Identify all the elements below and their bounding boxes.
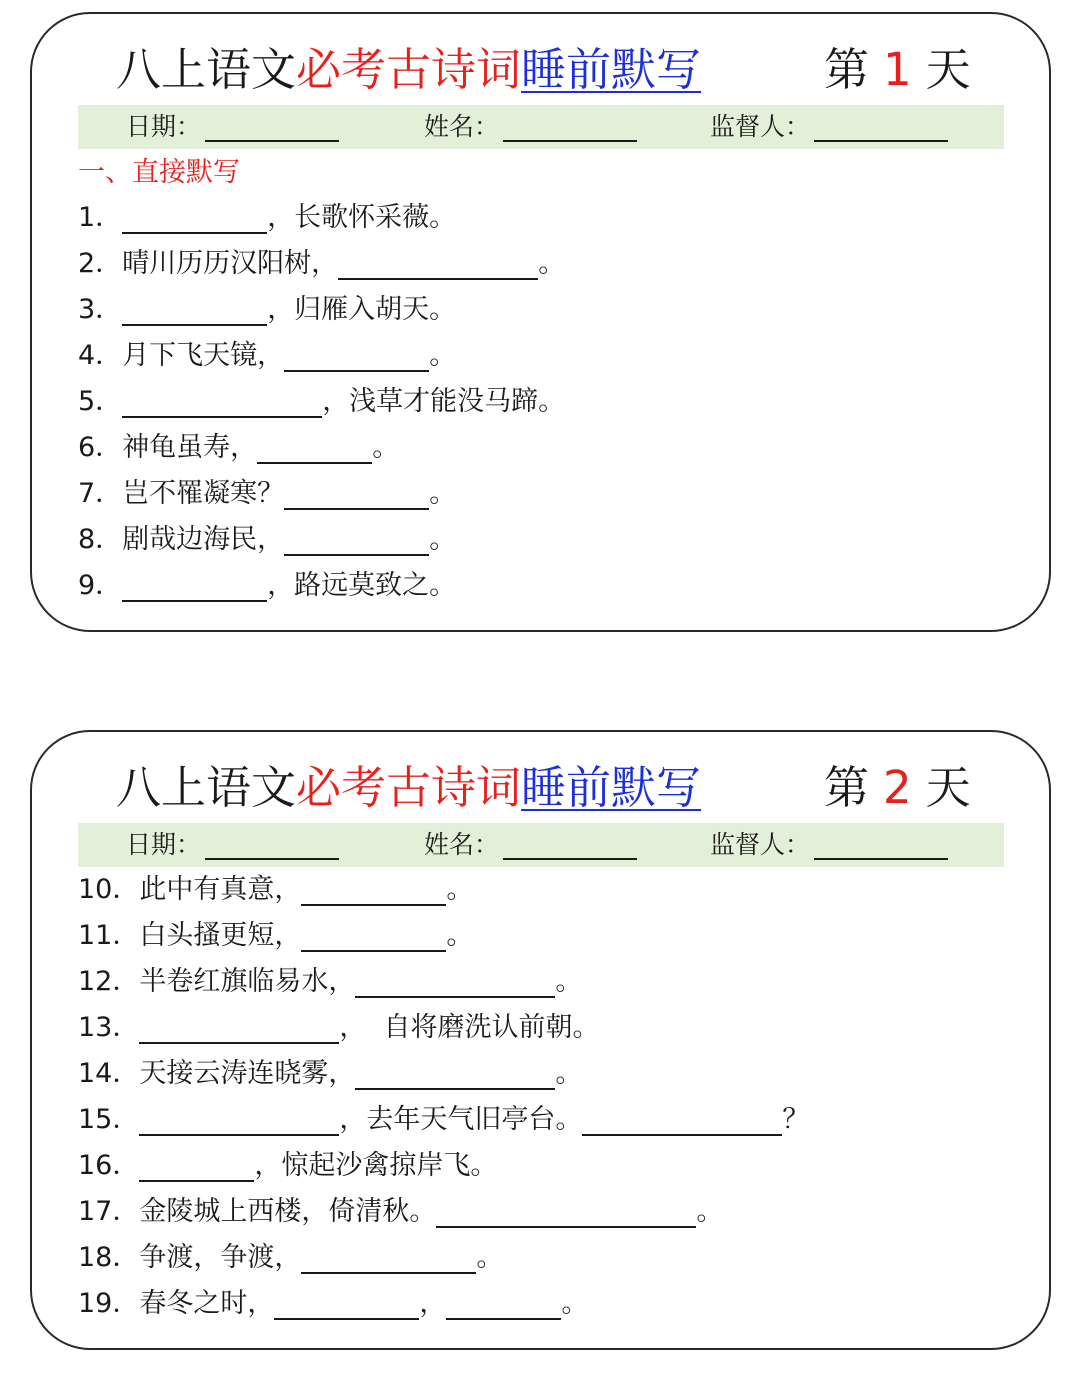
answer-blank[interactable] <box>122 296 267 326</box>
list-item: 7．岂不罹凝寒？ 。 <box>78 478 457 509</box>
list-item: 8．剧哉边海民， 。 <box>78 524 457 555</box>
list-item: 11．白头搔更短， 。 <box>78 920 474 951</box>
answer-blank[interactable] <box>355 1060 555 1090</box>
list-item: 9． ，路远莫致之。 <box>78 570 457 601</box>
list-item: 14．天接云涛连晓雾， 。 <box>78 1058 583 1089</box>
worksheet-card-day-1 <box>30 12 1051 632</box>
info-bar <box>78 823 1004 867</box>
info-bar <box>78 105 1004 149</box>
answer-blank[interactable] <box>139 1152 254 1182</box>
worksheet-card-day-2 <box>30 730 1051 1350</box>
answer-blank[interactable] <box>301 876 446 906</box>
list-item: 2．晴川历历汉阳树， 。 <box>78 248 566 279</box>
list-item: 16． ，惊起沙禽掠岸飞。 <box>78 1150 498 1181</box>
section-title: 一、直接默写 <box>78 157 240 188</box>
list-item: 19．春冬之时， ， 。 <box>78 1288 589 1319</box>
day-label: 第 1 天 <box>824 43 971 96</box>
answer-blank[interactable] <box>436 1198 696 1228</box>
answer-blank[interactable] <box>284 480 429 510</box>
list-item: 17．金陵城上西楼，倚清秋。 。 <box>78 1196 724 1227</box>
answer-blank[interactable] <box>284 342 429 372</box>
date-field[interactable]: 日期： <box>126 823 339 867</box>
answer-blank[interactable] <box>274 1290 419 1320</box>
worksheet-title: 八上语文必考古诗词睡前默写 <box>116 43 702 96</box>
day-number: 1 <box>883 43 912 96</box>
answer-blank[interactable] <box>122 572 267 602</box>
supervisor-field[interactable]: 监督人： <box>710 823 948 867</box>
answer-blank[interactable] <box>257 434 372 464</box>
answer-blank[interactable] <box>139 1106 339 1136</box>
list-item: 13． ， 自将磨洗认前朝。 <box>78 1012 600 1043</box>
answer-blank[interactable] <box>338 250 538 280</box>
list-item: 18．争渡，争渡， 。 <box>78 1242 504 1273</box>
name-field[interactable]: 姓名： <box>424 105 637 149</box>
answer-blank[interactable] <box>284 526 429 556</box>
answer-blank[interactable] <box>301 922 446 952</box>
answer-blank[interactable] <box>355 968 555 998</box>
date-field[interactable]: 日期： <box>126 105 339 149</box>
answer-blank[interactable] <box>122 388 322 418</box>
answer-blank[interactable] <box>446 1290 561 1320</box>
answer-blank[interactable] <box>582 1106 782 1136</box>
list-item: 4．月下飞天镜， 。 <box>78 340 457 371</box>
list-item: 15． ，去年天气旧亭台。 ？ <box>78 1104 810 1135</box>
list-item: 5． ，浅草才能没马蹄。 <box>78 386 566 417</box>
day-number: 2 <box>883 761 912 814</box>
worksheet-title: 八上语文必考古诗词睡前默写 <box>116 761 702 814</box>
answer-blank[interactable] <box>301 1244 476 1274</box>
list-item: 1． ，长歌怀采薇。 <box>78 202 457 233</box>
answer-blank[interactable] <box>139 1014 339 1044</box>
day-label: 第 2 天 <box>824 761 971 814</box>
list-item: 10．此中有真意， 。 <box>78 874 474 905</box>
list-item: 6．神龟虽寿， 。 <box>78 432 400 463</box>
list-item: 12．半卷红旗临易水， 。 <box>78 966 583 997</box>
name-field[interactable]: 姓名： <box>424 823 637 867</box>
answer-blank[interactable] <box>122 204 267 234</box>
supervisor-field[interactable]: 监督人： <box>710 105 948 149</box>
list-item: 3． ，归雁入胡天。 <box>78 294 457 325</box>
